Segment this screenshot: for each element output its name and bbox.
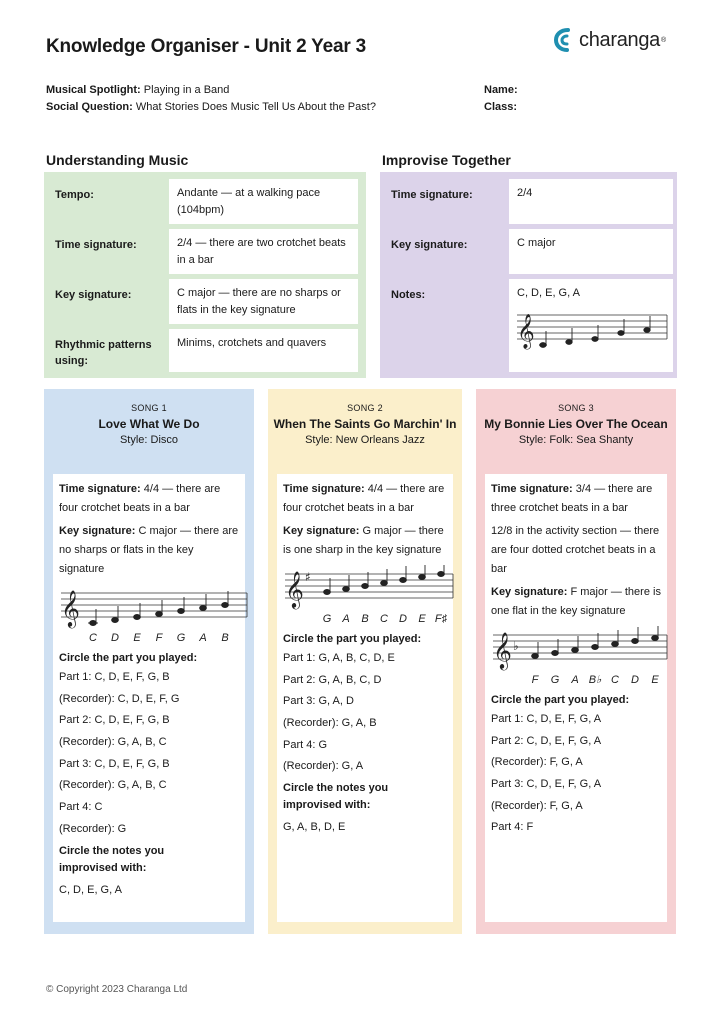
song-2-circle-heading: Circle the part you played: [283,633,422,645]
class-label: Class: [484,101,518,113]
spotlight-label: Musical Spotlight: [46,84,141,96]
improvise-time-label: Time signature: [391,189,473,201]
song-1-improv-notes: C, D, E, G, A [59,883,122,896]
song-3-title: My Bonnie Lies Over The Ocean [484,417,668,431]
song-1-part: Part 2: C, D, E, F, G, B [59,714,170,727]
song-2-part: (Recorder): G, A, B [283,717,377,730]
song-2-part: Part 2: G, A, B, C, D [283,673,382,686]
song-1-part: (Recorder): G, A, B, C [59,736,167,749]
song-3-note-label: C [611,674,619,686]
song-2-note-label: G [322,613,332,625]
song-2-note-label: D [399,613,407,625]
song-1-note-label: B [221,632,229,644]
time-signature-value: 2/4 — there are two crotchet beats in a bar [169,229,358,274]
improvise-panel [380,172,677,378]
song-1-part: (Recorder): C, D, E, F, G [59,692,180,705]
song-2-time: Time signature: 4/4 — there are four crotchet beats in a bar [283,483,445,514]
song-3-note-label: B♭ [588,674,602,686]
song-1-number: SONG 1 [131,403,167,413]
song-1-key: Key signature: C major — there are no sharps or flats in the key signature [59,525,239,575]
song-2-note-label: E [418,613,426,625]
charanga-logo-icon [554,28,576,52]
name-label: Name: [484,84,518,96]
improvise-key-value: C major [509,229,673,274]
song-1-part: Part 3: C, D, E, F, G, B [59,757,170,770]
song-2-number: SONG 2 [347,403,383,413]
charanga-logo [554,28,666,52]
question-line [46,99,376,116]
song-2-part: Part 3: G, A, D [283,695,354,708]
copyright: © Copyright 2023 Charanga Ltd [46,984,188,995]
song-2-part: Part 1: G, A, B, C, D, E [283,652,395,664]
song-1-part: Part 1: C, D, E, F, G, B [59,671,170,683]
question-value: What Stories Does Music Tell Us About the Past? [135,101,376,113]
song-1-part: (Recorder): G [59,822,127,835]
song-1-note-label: D [111,632,119,644]
song-2-note-label: C [380,613,388,625]
understanding-heading: Understanding Music [46,152,189,168]
song-3-extra: 12/8 in the activity section — there are four dotted crotchet beats in a bar [491,525,660,575]
song-1-note-label: A [199,632,207,644]
song-1-note-label: C [89,632,97,644]
song-1-note-label: G [176,632,186,644]
song-2-title: When The Saints Go Marchin' In [273,417,457,431]
song-3-note-label: G [550,674,560,686]
song-3-card [476,389,676,934]
song-3-note-label: D [631,674,639,686]
song-1-circle-heading: Circle the part you played: [59,652,198,664]
tempo-label: Tempo: [55,189,94,201]
note-g [618,331,624,336]
song-1-part: (Recorder): G, A, B, C [59,779,167,792]
song-3-time: Time signature: 3/4 — there are three crotchet beats in a bar [491,483,653,514]
song-3-note-label: A [571,674,579,686]
song-1-improv-heading: Circle the notes you improvised with: [59,844,165,874]
song-1-time: Time signature: 4/4 — there are four crotchet beats in a bar [59,483,221,514]
song-2-style: Style: New Orleans Jazz [305,434,425,446]
note-d [566,340,572,345]
sharp-icon: ♯ [305,570,311,584]
logo-wordmark: charanga [579,28,660,51]
time-signature-label: Time signature: [55,239,137,251]
spotlight-line [46,82,376,99]
song-1-note-label: F [155,632,163,644]
question-label: Social Question: [46,101,133,113]
rhythmic-patterns-value: Minims, crotchets and quavers [169,329,358,372]
treble-clef-icon: 𝄞 [517,314,535,349]
song-3-part: Part 3: C, D, E, F, G, A [491,778,602,791]
song-3-note-label: F [531,674,539,686]
song-2-header [271,392,459,474]
meta-info [46,82,376,116]
rhythmic-patterns-label: Rhythmic patterns using: [55,339,152,367]
song-2-card [268,389,462,934]
improvise-staff [511,307,671,355]
song-2-note-label: F♯ [434,613,448,625]
song-3-body [485,474,667,922]
treble-clef-icon: 𝄞 [285,570,304,608]
song-2-key: Key signature: G major — there is one sharp in the key signature [283,525,444,556]
song-3-part: Part 2: C, D, E, F, G, A [491,734,602,747]
song-3-part: (Recorder): F, G, A [491,799,583,812]
improvise-notes-cell [509,279,673,372]
song-3-style: Style: Folk: Sea Shanty [518,434,634,446]
tempo-value: Andante — at a walking pace (104bpm) [169,179,358,224]
song-1-style: Style: Disco [119,434,179,446]
song-1-header [47,392,251,474]
understanding-panel [44,172,366,378]
song-2-body [277,474,453,922]
song-2-part: Part 4: G [283,738,328,751]
song-1-note-label: E [133,632,141,644]
improvise-notes-value: C, D, E, G, A [517,287,580,299]
improvise-notes-label: Notes: [391,289,426,301]
song-2-note-label: A [342,613,350,625]
note-e [592,337,598,342]
song-1-card [44,389,254,934]
song-2-staff [283,564,455,626]
song-1-staff [59,583,249,645]
song-1-body [53,474,245,922]
improvise-key-label: Key signature: [391,239,468,251]
song-3-part: Part 1: C, D, E, F, G, A [491,713,602,725]
spotlight-value: Playing in a Band [143,84,230,96]
song-1-part: Part 4: C [59,801,103,814]
song-3-key: Key signature: F major — there is one flat in the key signature [491,586,661,617]
song-3-staff [491,625,669,687]
song-2-improv-notes: G, A, B, D, E [283,821,346,834]
improvise-heading: Improvise Together [382,152,511,168]
key-signature-value: C major — there are no sharps or flats in the key signature [169,279,358,324]
note-a [644,328,650,333]
song-2-part: (Recorder): G, A [283,760,364,773]
student-fields [484,82,518,116]
song-3-part: Part 4: F [491,821,534,834]
song-2-note-label: B [361,613,369,625]
song-3-circle-heading: Circle the part you played: [491,694,630,706]
logo-registered: ® [661,36,667,44]
song-3-note-label: E [651,674,659,686]
song-3-part: (Recorder): F, G, A [491,756,583,769]
song-1-title: Love What We Do [98,417,200,431]
key-signature-label: Key signature: [55,289,132,301]
song-3-number: SONG 3 [558,403,594,413]
improvise-time-value: 2/4 [509,179,673,224]
flat-icon: ♭ [513,639,519,653]
treble-clef-icon: 𝄞 [493,631,512,669]
song-2-improv-heading: Circle the notes you improvised with: [283,782,389,812]
song-3-header [479,392,673,474]
page-title: Knowledge Organiser - Unit 2 Year 3 [46,36,366,57]
treble-clef-icon: 𝄞 [61,589,80,627]
